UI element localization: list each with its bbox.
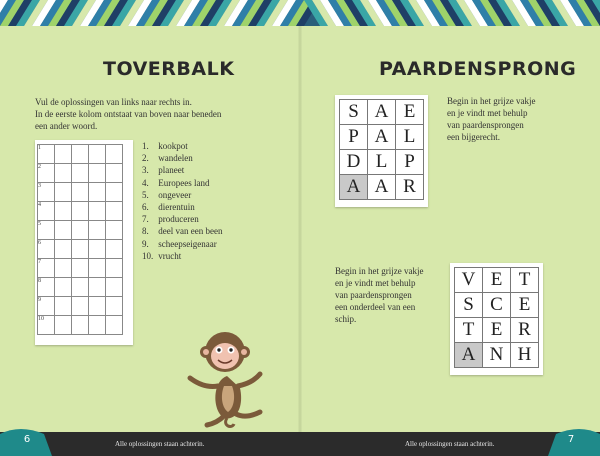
instruction-line: van paardensprongen — [447, 120, 524, 130]
grid-cell-numbered[interactable]: 4 — [38, 202, 55, 221]
puzzle-row — [455, 318, 539, 343]
clue-number: 2. — [142, 153, 149, 164]
grid-cell[interactable] — [89, 221, 106, 240]
footer-bar — [0, 432, 600, 456]
grid-cell[interactable] — [106, 221, 123, 240]
grid-cell[interactable] — [72, 259, 89, 278]
clue-number: 8. — [142, 226, 149, 237]
puzzle-row — [455, 293, 539, 318]
instruction-line: en je vindt met behulp — [335, 278, 416, 288]
clue-item — [142, 250, 222, 262]
instruction-line: In de eerste kolom ontstaat van boven naar beneden — [35, 109, 222, 119]
grid-cell-numbered[interactable]: 10 — [38, 316, 55, 335]
clue-text: wandelen — [156, 153, 193, 164]
toverbalk-grid-table — [37, 144, 123, 335]
grid-cell[interactable] — [72, 221, 89, 240]
instruction-line: een ander woord. — [35, 121, 98, 131]
grid-cell[interactable] — [106, 183, 123, 202]
puzzle-letter-cell: N — [483, 343, 511, 368]
puzzle-row — [340, 150, 424, 175]
puzzle-letter-cell: R — [511, 318, 539, 343]
grid-cell[interactable] — [72, 316, 89, 335]
clue-item — [142, 201, 222, 213]
grid-row — [38, 240, 123, 259]
grid-cell[interactable] — [106, 297, 123, 316]
clue-text: deel van een been — [156, 226, 223, 237]
grid-cell[interactable] — [55, 145, 72, 164]
grid-cell[interactable] — [89, 164, 106, 183]
grid-cell[interactable] — [72, 297, 89, 316]
toverbalk-grid — [35, 140, 133, 345]
clue-item — [142, 213, 222, 225]
clue-number: 10. — [142, 250, 154, 261]
puzzle-letter-cell: P — [396, 150, 424, 175]
grid-cell-numbered[interactable]: 6 — [38, 240, 55, 259]
clue-number: 4. — [142, 177, 149, 188]
clue-number: 7. — [142, 214, 149, 225]
grid-cell[interactable] — [55, 240, 72, 259]
puzzle-letter-cell: T — [455, 318, 483, 343]
grid-cell-numbered[interactable]: 5 — [38, 221, 55, 240]
grid-row — [38, 183, 123, 202]
clue-text: dierentuin — [156, 202, 195, 213]
puzzle-letter-cell: C — [483, 293, 511, 318]
puzzle-letter-cell: A — [340, 175, 368, 200]
grid-row — [38, 278, 123, 297]
clue-text: ongeveer — [156, 189, 192, 200]
paardensprong-title: PAARDENSPRONG — [379, 58, 577, 80]
puzzle-letter-cell: A — [368, 125, 396, 150]
puzzle-2-grid — [454, 267, 539, 368]
puzzle-row — [340, 125, 424, 150]
grid-cell[interactable] — [106, 278, 123, 297]
clue-number: 1. — [142, 141, 149, 151]
instruction-line: van paardensprongen — [335, 290, 412, 300]
grid-row — [38, 297, 123, 316]
puzzle-letter-cell: E — [511, 293, 539, 318]
grid-cell[interactable] — [55, 164, 72, 183]
puzzle-letter-cell: S — [340, 100, 368, 125]
grid-cell[interactable] — [55, 278, 72, 297]
grid-cell[interactable] — [89, 297, 106, 316]
clue-item — [142, 189, 222, 201]
grid-cell[interactable] — [55, 221, 72, 240]
puzzle-letter-cell: L — [368, 150, 396, 175]
grid-cell[interactable] — [72, 202, 89, 221]
grid-cell-numbered[interactable]: 3 — [38, 183, 55, 202]
clue-item — [142, 152, 222, 164]
grid-cell[interactable] — [72, 183, 89, 202]
puzzle-letter-cell: P — [340, 125, 368, 150]
grid-cell[interactable] — [72, 164, 89, 183]
grid-cell[interactable] — [72, 278, 89, 297]
puzzle-letter-cell: A — [368, 100, 396, 125]
grid-cell[interactable] — [55, 183, 72, 202]
grid-row — [38, 202, 123, 221]
puzzle-letter-cell: E — [483, 268, 511, 293]
grid-row — [38, 221, 123, 240]
grid-cell[interactable] — [55, 202, 72, 221]
grid-row — [38, 145, 123, 164]
page-number-right: 7 — [567, 434, 575, 445]
grid-cell[interactable] — [89, 278, 106, 297]
clue-number: 3. — [142, 165, 149, 176]
puzzle-letter-cell: S — [455, 293, 483, 318]
grid-cell[interactable] — [106, 145, 123, 164]
clue-text: Europees land — [156, 177, 210, 188]
clue-item — [142, 140, 222, 152]
footer-text-right: Alle oplossingen staan achterin. — [405, 440, 495, 448]
paardensprong-puzzle-2 — [450, 263, 543, 375]
toverbalk-clue-list — [142, 140, 222, 262]
clue-number: 9. — [142, 238, 149, 249]
grid-cell[interactable] — [89, 145, 106, 164]
puzzle-letter-cell: A — [368, 175, 396, 200]
instruction-line: Begin in het grijze vakje — [447, 96, 536, 106]
grid-cell[interactable] — [89, 202, 106, 221]
clue-text: kookpot — [156, 141, 188, 151]
paardensprong-puzzle-1 — [335, 95, 428, 207]
instruction-line: een onderdeel van een — [335, 302, 416, 312]
grid-cell[interactable] — [106, 316, 123, 335]
grid-cell[interactable] — [72, 145, 89, 164]
grid-cell[interactable] — [55, 316, 72, 335]
puzzle-letter-cell: V — [455, 268, 483, 293]
clue-text: produceren — [156, 214, 199, 225]
monkey-illustration — [182, 326, 272, 431]
puzzle-row — [340, 100, 424, 125]
grid-cell[interactable] — [106, 202, 123, 221]
clue-number: 5. — [142, 189, 149, 200]
clue-item — [142, 164, 222, 176]
toverbalk-title: TOVERBALK — [103, 58, 235, 80]
puzzle-1-grid — [339, 99, 424, 200]
grid-cell[interactable] — [55, 297, 72, 316]
grid-cell[interactable] — [89, 183, 106, 202]
puzzle-letter-cell: E — [396, 100, 424, 125]
puzzle-1-instructions — [447, 95, 535, 143]
puzzle-letter-cell: H — [511, 343, 539, 368]
puzzle-row — [455, 343, 539, 368]
puzzle-letter-cell: D — [340, 150, 368, 175]
page-gutter — [298, 26, 302, 432]
instruction-line: een bijgerecht. — [447, 132, 500, 142]
clue-number: 6. — [142, 202, 149, 213]
grid-cell[interactable] — [89, 316, 106, 335]
clue-text: vrucht — [156, 250, 182, 261]
puzzle-letter-cell: T — [511, 268, 539, 293]
puzzle-row — [455, 268, 539, 293]
clue-text: scheepseigenaar — [156, 238, 217, 249]
grid-cell[interactable] — [55, 259, 72, 278]
puzzle-letter-cell: E — [483, 318, 511, 343]
grid-cell[interactable] — [106, 259, 123, 278]
grid-row — [38, 164, 123, 183]
clue-item — [142, 177, 222, 189]
clue-item — [142, 225, 222, 237]
puzzle-letter-cell: R — [396, 175, 424, 200]
instruction-line: Vul de oplossingen van links naar rechts in. — [35, 97, 192, 107]
grid-cell-numbered[interactable]: 9 — [38, 297, 55, 316]
grid-cell-numbered[interactable]: 8 — [38, 278, 55, 297]
instruction-line: schip. — [335, 314, 357, 324]
instruction-line: en je vindt met behulp — [447, 108, 528, 118]
footer-text-left: Alle oplossingen staan achterin. — [115, 440, 205, 448]
grid-cell[interactable] — [72, 240, 89, 259]
grid-cell-numbered[interactable]: 7 — [38, 259, 55, 278]
page-number-left: 6 — [23, 434, 31, 445]
grid-cell[interactable] — [106, 164, 123, 183]
stripe-border — [0, 0, 600, 26]
grid-cell-numbered[interactable]: 1 — [38, 145, 55, 164]
puzzle-letter-cell: L — [396, 125, 424, 150]
grid-cell[interactable] — [89, 240, 106, 259]
puzzle-row — [340, 175, 424, 200]
grid-cell-numbered[interactable]: 2 — [38, 164, 55, 183]
grid-row — [38, 259, 123, 278]
grid-row — [38, 316, 123, 335]
instruction-line: Begin in het grijze vakje — [335, 266, 424, 276]
grid-cell[interactable] — [106, 240, 123, 259]
puzzle-2-instructions — [335, 265, 423, 325]
grid-cell[interactable] — [89, 259, 106, 278]
puzzle-letter-cell: A — [455, 343, 483, 368]
toverbalk-instructions — [35, 96, 221, 132]
clue-item — [142, 238, 222, 250]
clue-text: planeet — [156, 165, 185, 176]
